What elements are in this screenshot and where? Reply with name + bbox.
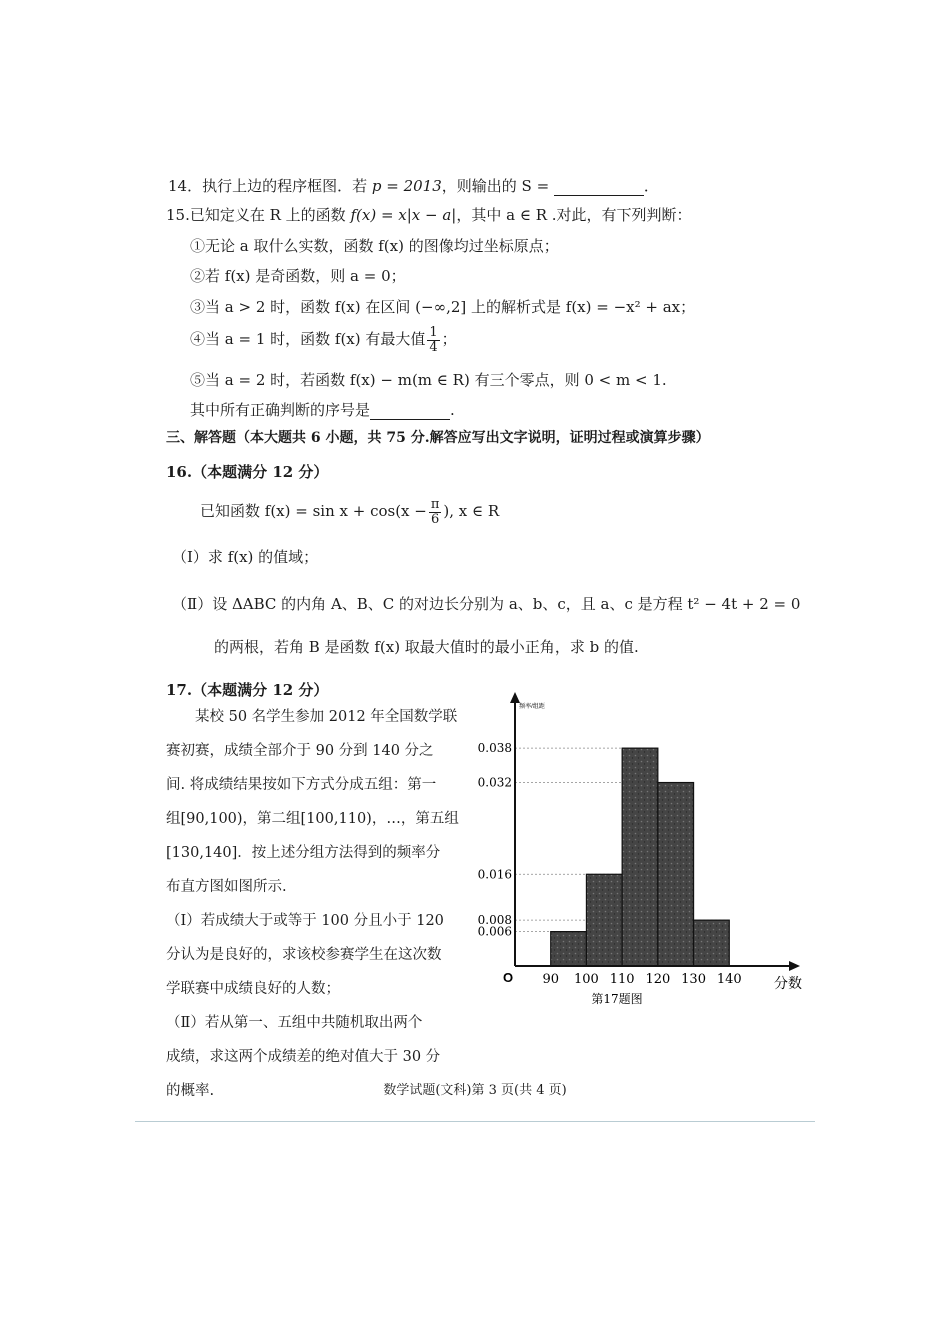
q17-line: （Ⅰ）若成绩大于或等于 100 分且小于 120 xyxy=(166,913,444,929)
page-footer: 数学试题(文科)第 3 页(共 4 页) xyxy=(383,1083,567,1098)
origin-label: O xyxy=(502,970,514,985)
fraction-pi-over-six xyxy=(429,498,442,527)
page-divider xyxy=(135,1121,815,1122)
q15-item-4-text: ④当 a = 1 时，函数 f(x) 有最大值 xyxy=(190,330,426,348)
q15-item-1: ①无论 a 取什么实数，函数 f(x) 的图像均过坐标原点； xyxy=(190,237,559,255)
q17-line: 学联赛中成绩良好的人数； xyxy=(166,981,340,997)
fraction-numerator: π xyxy=(430,496,440,512)
q16-given-a: 已知函数 f(x) = sin x + cos(x − xyxy=(200,502,427,520)
q17-line: （Ⅱ）若从第一、五组中共随机取出两个 xyxy=(166,1015,423,1031)
q16-part-2b: 的两根，若角 B 是函数 f(x) 取最大值时的最小正角，求 b 的值. xyxy=(214,638,639,656)
q15-ask xyxy=(190,399,455,420)
q15-item-2: ②若 f(x) 是奇函数，则 a = 0； xyxy=(190,267,406,285)
q16-given xyxy=(200,493,499,529)
q14-prefix: 14．执行上边的程序框图．若 xyxy=(168,177,372,195)
fraction-denominator: 6 xyxy=(430,511,440,527)
histogram-bar xyxy=(586,874,622,966)
fraction-one-quarter xyxy=(427,326,439,355)
histogram-bar xyxy=(551,932,587,966)
q14-suffix: ． xyxy=(643,177,659,195)
q15-stem xyxy=(166,205,692,225)
y-tick-label: 0.038 xyxy=(477,741,512,756)
x-tick-label: 120 xyxy=(645,972,671,987)
q14-expr: p = 2013 xyxy=(371,177,442,195)
y-axis-arrow xyxy=(510,692,520,703)
x-tick-labels xyxy=(542,972,741,987)
x-tick-label: 100 xyxy=(574,972,599,987)
fraction-numerator: 1 xyxy=(429,324,438,340)
q15-item-4-end: ； xyxy=(441,330,457,348)
q17-body xyxy=(166,700,466,1108)
q16-header: 16.（本题满分 12 分） xyxy=(166,463,329,481)
q15-item-5: ⑤当 a = 2 时，若函数 f(x) − m(m ∈ R) 有三个零点，则 0 < m < 1. xyxy=(190,371,667,389)
x-tick-label: 110 xyxy=(609,972,635,987)
x-axis-arrow xyxy=(789,961,800,971)
y-tick-labels xyxy=(478,741,512,938)
q14-line xyxy=(168,175,659,196)
x-tick-label: 90 xyxy=(542,972,559,987)
q17-line: 赛初赛，成绩全部介于 90 分到 140 分之 xyxy=(166,743,434,759)
q17-line: 成绩，求这两个成绩差的绝对值大于 30 分 xyxy=(166,1049,441,1065)
q15-stem-f: f(x) = x|x − a| xyxy=(350,206,457,224)
q17-line: 间. 将成绩结果按如下方式分成五组：第一 xyxy=(166,777,437,793)
q14-answer-blank xyxy=(554,175,644,196)
q15-stem-b: ，其中 a ∈ R .对此，有下列判断： xyxy=(456,206,692,224)
x-axis-label: 分数 xyxy=(774,976,802,992)
q17-line: [130,140]．按上述分组方法得到的频率分 xyxy=(166,845,441,861)
y-axis-label: 频率/组距 xyxy=(519,704,545,710)
histogram-bar xyxy=(694,920,730,966)
y-tick-label: 0.008 xyxy=(477,913,512,928)
frequency-histogram xyxy=(460,688,810,1018)
y-tick-label: 0.006 xyxy=(477,924,512,939)
histogram-bar xyxy=(658,783,694,966)
bars-group xyxy=(551,748,730,966)
q17-line: 的概率. xyxy=(166,1083,215,1099)
histogram-bar xyxy=(622,748,658,966)
q16-part-1: （Ⅰ）求 f(x) 的值域； xyxy=(172,548,319,566)
q16-part-2a: （Ⅱ）设 ΔABC 的内角 A、B、C 的对边长分别为 a、b、c，且 a、c 是方程 t² − 4t + 2 = 0 xyxy=(172,595,801,613)
q17-line: 分认为是良好的，求该校参赛学生在这次数 xyxy=(166,947,442,963)
q17-header: 17.（本题满分 12 分） xyxy=(166,681,329,699)
q17-line: 组[90,100)，第二组[100,110)，…，第五组 xyxy=(166,811,459,827)
q16-given-b: ), x ∈ R xyxy=(443,502,500,520)
section-3-heading: 三、解答题（本大题共 6 小题，共 75 分.解答应写出文字说明，证明过程或演算步骤） xyxy=(166,430,710,446)
x-tick-label: 130 xyxy=(681,972,706,987)
q15-stem-a: 15.已知定义在 R 上的函数 xyxy=(166,206,351,224)
q15-ask-text: 其中所有正确判断的序号是 xyxy=(190,401,371,419)
q17-line: 某校 50 名学生参加 2012 年全国数学联 xyxy=(166,709,458,725)
q15-answer-blank xyxy=(370,399,450,420)
q15-ask-end: . xyxy=(450,401,455,419)
q14-mid: ，则输出的 S = xyxy=(441,177,554,195)
q17-line: 布直方图如图所示. xyxy=(166,879,287,895)
y-tick-label: 0.032 xyxy=(477,775,512,790)
chart-caption: 第17题图 xyxy=(591,992,643,1006)
q15-item-3: ③当 a > 2 时，函数 f(x) 在区间 (−∞,2] 上的解析式是 f(x) = −x² + ax； xyxy=(190,298,696,316)
fraction-denominator: 4 xyxy=(429,339,438,355)
q15-item-4 xyxy=(190,321,457,357)
x-tick-label: 140 xyxy=(716,972,742,987)
y-tick-label: 0.016 xyxy=(477,867,512,882)
